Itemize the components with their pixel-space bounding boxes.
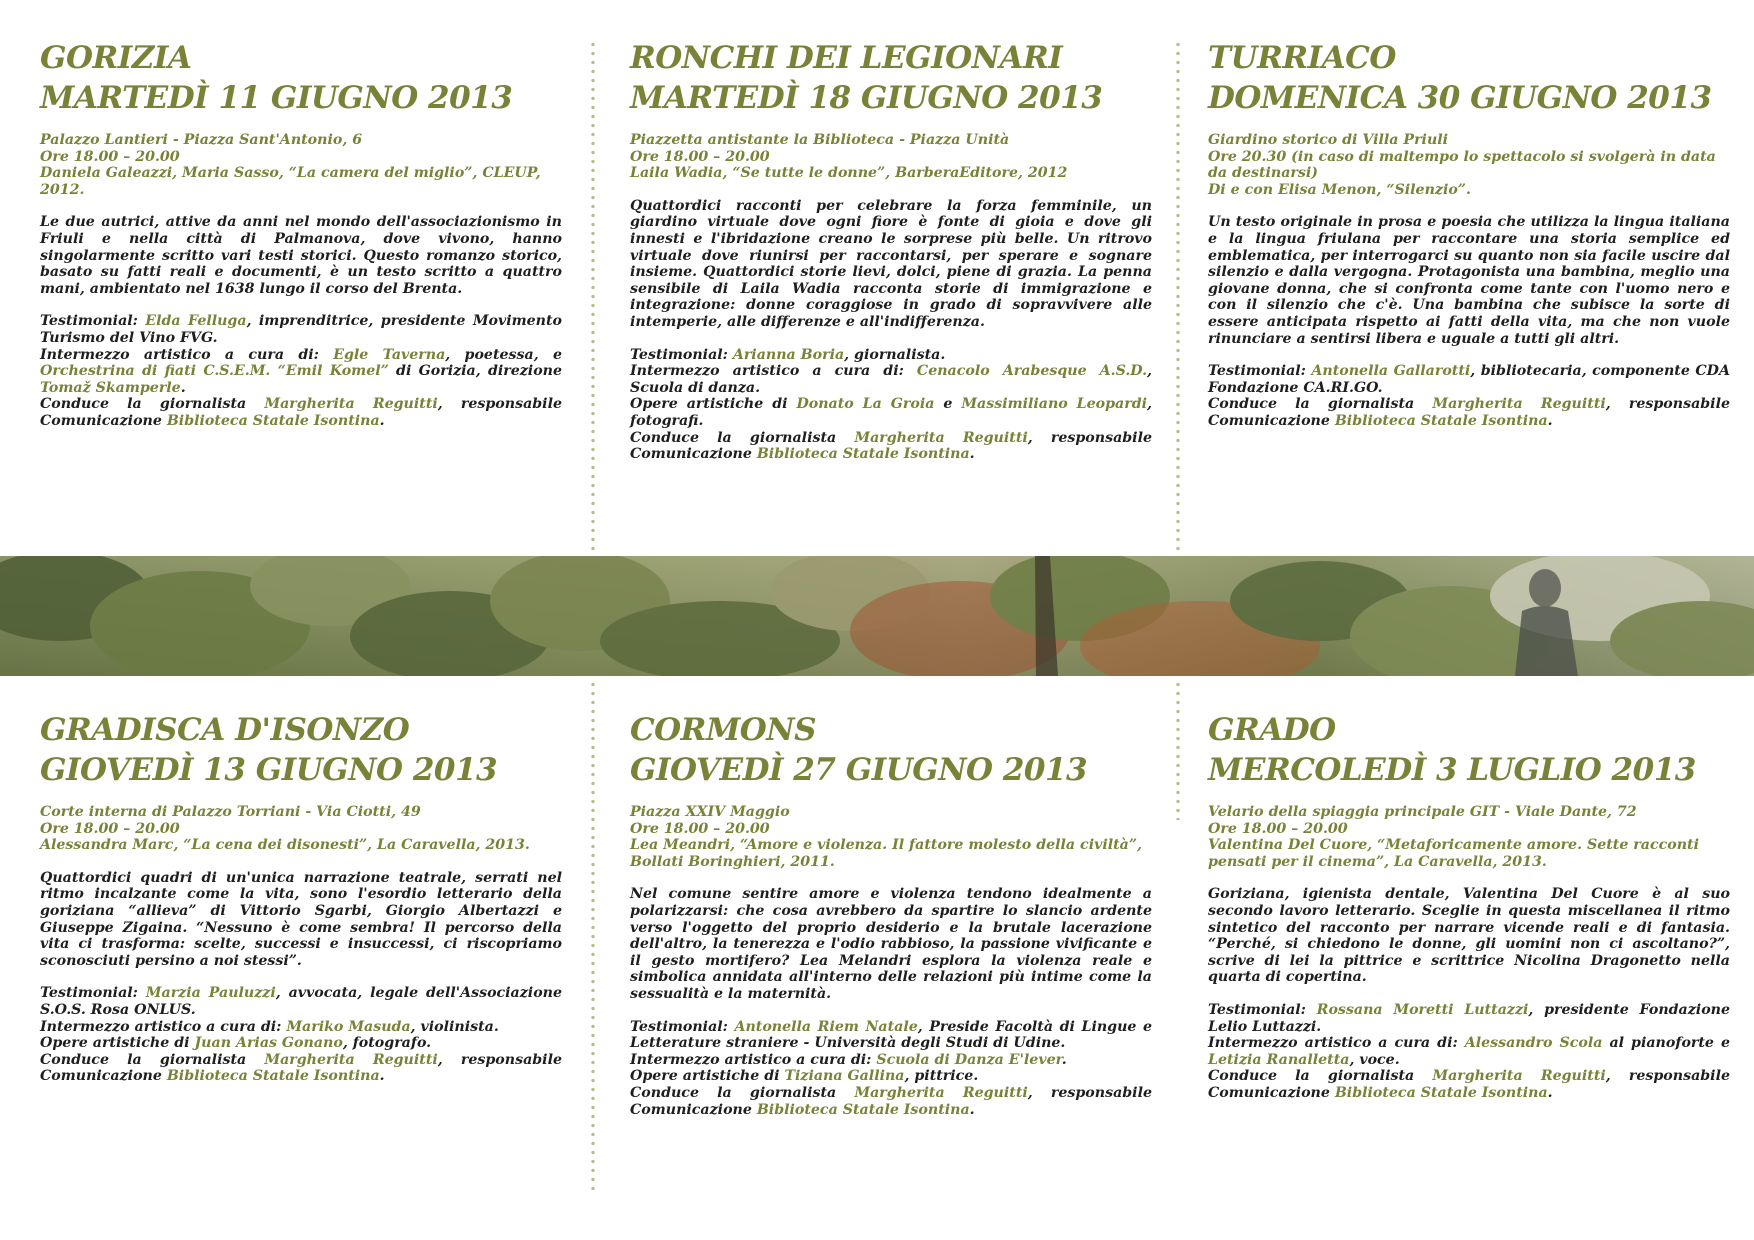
credit-intermezzo: Intermezzo artistico a cura di: Egle Taverna, poetessa, e Orchestrina di fiati C.S.E.M. “Emil Komel” di Gorizia, direzione Tomaž Skamperle. <box>40 346 563 396</box>
credit-testimonial: Testimonial: Elda Felluga, imprenditrice, presidente Movimento Turismo del Vino FVG. <box>40 313 562 346</box>
event-credits <box>630 347 1152 463</box>
event-description: Goriziana, igienista dentale, Valentina Del Cuore è al suo secondo lavoro letterario. Sceglie in questa miscellanea il ritmo sintetico del racconto per narrare vicende reali e di fantasia. “Perché, si chiedono le donne, gli uomini non ci ascoltano?”, scrive di lei la pittrice e scrittrice Nicolina Dragonetto nella quarta di copertina. <box>1208 886 1730 986</box>
event-card-grado <box>1208 710 1730 1102</box>
garden-photo <box>0 556 1754 676</box>
dotted-divider <box>1175 680 1181 820</box>
dotted-divider <box>590 680 596 1190</box>
event-card-cormons <box>630 710 1152 1118</box>
event-date: MARTEDÌ 11 GIUGNO 2013 <box>40 80 513 116</box>
event-place: RONCHI DEI LEGIONARI <box>630 40 1063 76</box>
event-date: GIOVEDÌ 27 GIUGNO 2013 <box>630 752 1088 788</box>
credit-intermezzo: Intermezzo artistico a cura di: Alessandro Scola al pianoforte e Letizia Ranalletta, voce. <box>1208 1035 1730 1068</box>
credit-intermezzo: Intermezzo artistico a cura di: Mariko Masuda, violinista. <box>40 1018 499 1035</box>
event-venue: Piazza XXIV Maggio <box>630 804 790 820</box>
event-time: Ore 18.00 – 20.00 <box>630 148 770 165</box>
credit-opere: Opere artistiche di Tiziana Gallina, pittrice. <box>630 1068 979 1085</box>
credit-intermezzo: Intermezzo artistico a cura di: Scuola di Danza E'lever. <box>630 1051 1067 1068</box>
event-meta <box>40 132 562 198</box>
event-place: GRADISCA D'ISONZO <box>40 712 410 748</box>
garden-photo-banner <box>0 556 1754 676</box>
event-time: Ore 18.00 – 20.00 <box>40 148 180 165</box>
event-credits <box>1208 1002 1730 1102</box>
event-book: Laila Wadia, “Se tutte le donne”, BarberaEditore, 2012 <box>630 165 1068 182</box>
event-heading <box>40 38 562 118</box>
event-heading <box>1208 38 1730 118</box>
credit-conduce: Conduce la giornalista Margherita Reguitti, responsabile Comunicazione Biblioteca Statale Isontina. <box>40 1051 562 1085</box>
dotted-divider <box>1175 40 1181 555</box>
credit-conduce: Conduce la giornalista Margherita Reguitti, responsabile Comunicazione Biblioteca Statale Isontina. <box>40 396 562 429</box>
event-heading <box>630 710 1152 790</box>
event-heading <box>40 710 562 790</box>
event-book: Alessandra Marc, “La cena dei disonesti”, La Caravella, 2013. <box>40 837 530 854</box>
event-heading <box>1208 710 1730 790</box>
event-place: CORMONS <box>630 712 816 748</box>
event-credits <box>40 985 562 1085</box>
credit-conduce: Conduce la giornalista Margherita Reguitti, responsabile Comunicazione Biblioteca Statale Isontina. <box>630 429 1152 463</box>
event-heading <box>630 38 1152 118</box>
credit-opere: Opere artistiche di Juan Arias Gonano, fotografo. <box>40 1035 432 1052</box>
event-credits <box>40 313 562 429</box>
event-date: MERCOLEDÌ 3 LUGLIO 2013 <box>1208 752 1696 788</box>
event-place: TURRIACO <box>1208 40 1396 76</box>
credit-intermezzo: Intermezzo artistico a cura di: Cenacolo Arabesque A.S.D., Scuola di danza. <box>630 363 1152 396</box>
event-venue: Corte interna di Palazzo Torriani - Via Ciotti, 49 <box>40 804 421 820</box>
dotted-divider <box>590 40 596 555</box>
event-description: Le due autrici, attive da anni nel mondo dell'associazionismo in Friuli e nella città di Palmanova, dove vivono, hanno singolarmente scritto vari testi storici. Questo romanzo storico, basato su fatti reali e documenti, è un testo scritto a quattro mani, ambientato nel 1638 lungo il corso del Brenta. <box>40 214 562 297</box>
event-credits <box>1208 363 1730 429</box>
event-meta <box>630 132 1152 182</box>
event-book: Valentina Del Cuore, “Metaforicamente amore. Sette racconti pensati per il cinema”, La Caravella, 2013. <box>1208 837 1699 870</box>
event-date: DOMENICA 30 GIUGNO 2013 <box>1208 80 1712 116</box>
credit-testimonial: Testimonial: Rossana Moretti Luttazzi, presidente Fondazione Lelio Luttazzi. <box>1208 1001 1730 1035</box>
event-time: Ore 18.00 – 20.00 <box>1208 820 1348 837</box>
event-date: MARTEDÌ 18 GIUGNO 2013 <box>630 80 1103 116</box>
event-venue: Velario della spiaggia principale GIT - Viale Dante, 72 <box>1208 804 1637 820</box>
credit-testimonial: Testimonial: Antonella Gallarotti, bibliotecaria, componente CDA Fondazione CA.RI.GO. <box>1208 363 1730 396</box>
event-date: GIOVEDÌ 13 GIUGNO 2013 <box>40 752 498 788</box>
event-book: Di e con Elisa Menon, “Silenzio”. <box>1208 181 1471 198</box>
event-card-turriaco <box>1208 38 1730 430</box>
event-description: Quattordici quadri di un'unica narrazione teatrale, serrati nel ritmo incalzante come la vita, sono l'esordio letterario della goriziana “allieva” di Vittorio Sgarbi, Giorgio Albertazzi e Giuseppe Zigaina. “Nessuno è come sembra! Il percorso della vita ci trasforma: scelte, successi e insuccessi, ci riscopriamo sconosciuti persino a noi stessi”. <box>40 869 562 969</box>
event-credits <box>630 1019 1152 1119</box>
event-time: Ore 18.00 – 20.00 <box>40 820 180 837</box>
credit-opere: Opere artistiche di Donato La Groia e Massimiliano Leopardi, fotografi. <box>630 396 1152 429</box>
event-meta <box>1208 132 1730 198</box>
credit-conduce: Conduce la giornalista Margherita Reguitti, responsabile Comunicazione Biblioteca Statale Isontina. <box>1208 396 1730 429</box>
event-place: GRADO <box>1208 712 1336 748</box>
event-time: Ore 20.30 (in caso di maltempo lo spettacolo si svolgerà in data da destinarsi) <box>1208 148 1716 182</box>
event-card-gorizia <box>40 38 562 430</box>
event-description: Quattordici racconti per celebrare la forza femminile, un giardino virtuale dove ogni fiore è fonte di gioia e dove gli innesti e l'ibridazione creano le sorprese più belle. Un ritrovo virtuale dove riunirsi per raccontarsi, per sperare e sognare insieme. Quattordici storie lievi, dolci, piene di grazia. La penna sensibile di Laila Wadia racconta storie di immigrazione e integrazione: donne coraggiose in grado di sopravvivere alle intemperie, alle differenze e all'indifferenza. <box>630 197 1152 330</box>
event-meta <box>1208 804 1730 870</box>
event-card-ronchi <box>630 38 1152 463</box>
event-book: Daniela Galeazzi, Maria Sasso, “La camera del miglio”, CLEUP, 2012. <box>40 165 541 198</box>
event-venue: Piazzetta antistante la Biblioteca - Piazza Unità <box>630 132 1010 148</box>
event-card-gradisca <box>40 710 562 1085</box>
event-book: Lea Meandri, “Amore e violenza. Il fattore molesto della civiltà”, Bollati Boringhieri, 2011. <box>630 837 1142 870</box>
credit-conduce: Conduce la giornalista Margherita Reguitti, responsabile Comunicazione Biblioteca Statale Isontina. <box>1208 1068 1730 1101</box>
event-time: Ore 18.00 – 20.00 <box>630 820 770 837</box>
credit-testimonial: Testimonial: Marzia Pauluzzi, avvocata, legale dell'Associazione S.O.S. Rosa ONLUS. <box>40 985 562 1018</box>
event-place: GORIZIA <box>40 40 192 76</box>
event-venue: Giardino storico di Villa Priuli <box>1208 132 1449 148</box>
credit-testimonial: Testimonial: Antonella Riem Natale, Preside Facoltà di Lingue e Letterature straniere - Università degli Studi di Udine. <box>630 1018 1152 1052</box>
event-meta <box>630 804 1152 870</box>
credit-testimonial: Testimonial: Arianna Boria, giornalista. <box>630 346 946 363</box>
credit-conduce: Conduce la giornalista Margherita Reguitti, responsabile Comunicazione Biblioteca Statale Isontina. <box>630 1084 1152 1118</box>
event-description: Un testo originale in prosa e poesia che utilizza la lingua italiana e la lingua friulana per raccontare una storia semplice ed emblematica, per interrogarci su quanto non sia facile uscire dal silenzio e dalla vergogna. Protagonista una bambina, meglio una giovane donna, che si confronta come tante con l'uomo nero e con il silenzio che c'è. Una bambina che subisce la sorte di essere anticipata rispetto ai fatti della vita, ma che non vuole rinunciare a sentirsi libera e uguale a tutti gli altri. <box>1208 214 1730 347</box>
event-meta <box>40 804 562 854</box>
event-description: Nel comune sentire amore e violenza tendono idealmente a polarizzarsi: che cosa avrebbero da spartire lo slancio ardente verso l'oggetto del proprio desiderio e la brutale lacerazione dell'altro, la tenerezza e l'odio rabbioso, la passione vivificante e il gesto mortifero? Lea Melandri esplora la violenza reale e simbolica annidata all'interno delle relazioni più intime come la sessualità e la maternità. <box>630 886 1152 1002</box>
event-venue: Palazzo Lantieri - Piazza Sant'Antonio, 6 <box>40 132 363 148</box>
